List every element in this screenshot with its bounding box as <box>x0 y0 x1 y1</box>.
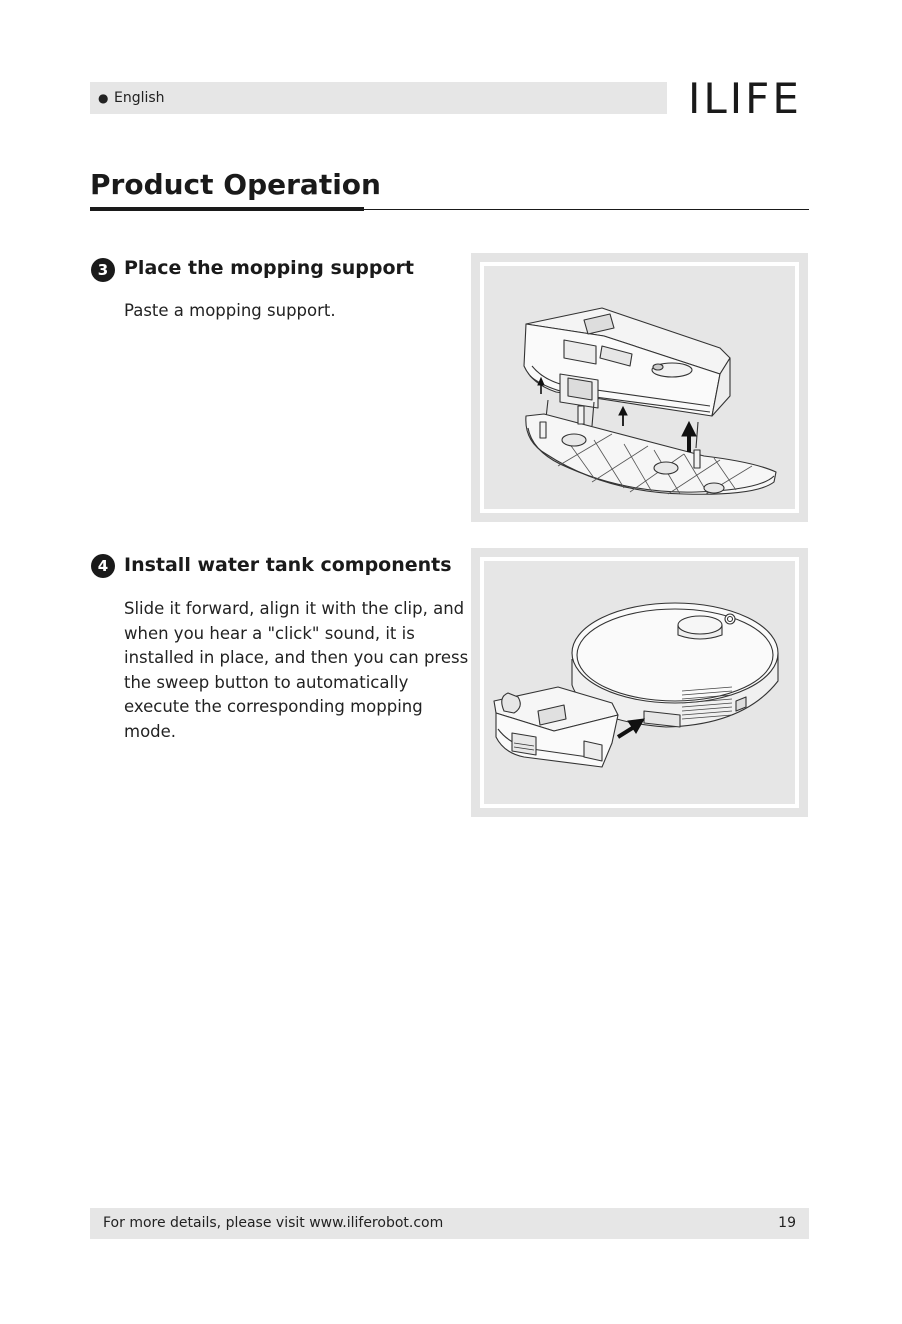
step-description: Slide it forward, align it with the clip, and when you hear a "click" sound, it is installed in place, and then you can press the sweep button to automatically execute the corresponding mopping mode. <box>124 599 469 741</box>
footer-website-note: For more details, please visit www.iliferobot.com <box>103 1215 444 1231</box>
step-title: Place the mopping support <box>124 257 414 279</box>
robot-mop-tank-and-mopping-support-illustration <box>484 266 795 509</box>
robot-vacuum-with-water-tank-illustration <box>484 561 795 804</box>
mopping-support-figure <box>471 253 808 522</box>
step-number-badge: 3 <box>91 258 115 282</box>
language-bar <box>90 82 667 114</box>
page-footer <box>90 1208 809 1239</box>
bullet-icon: ● <box>98 91 109 105</box>
water-tank-figure <box>471 548 808 817</box>
brand-logo: ILIFE <box>688 74 802 123</box>
page-title: Product Operation <box>90 168 381 201</box>
language-label: English <box>114 90 165 106</box>
page-number: 19 <box>778 1215 796 1231</box>
step-title: Install water tank components <box>124 554 452 576</box>
step-description: Paste a mopping support. <box>124 301 336 320</box>
step-number-badge: 4 <box>91 554 115 578</box>
title-underline <box>90 207 364 211</box>
